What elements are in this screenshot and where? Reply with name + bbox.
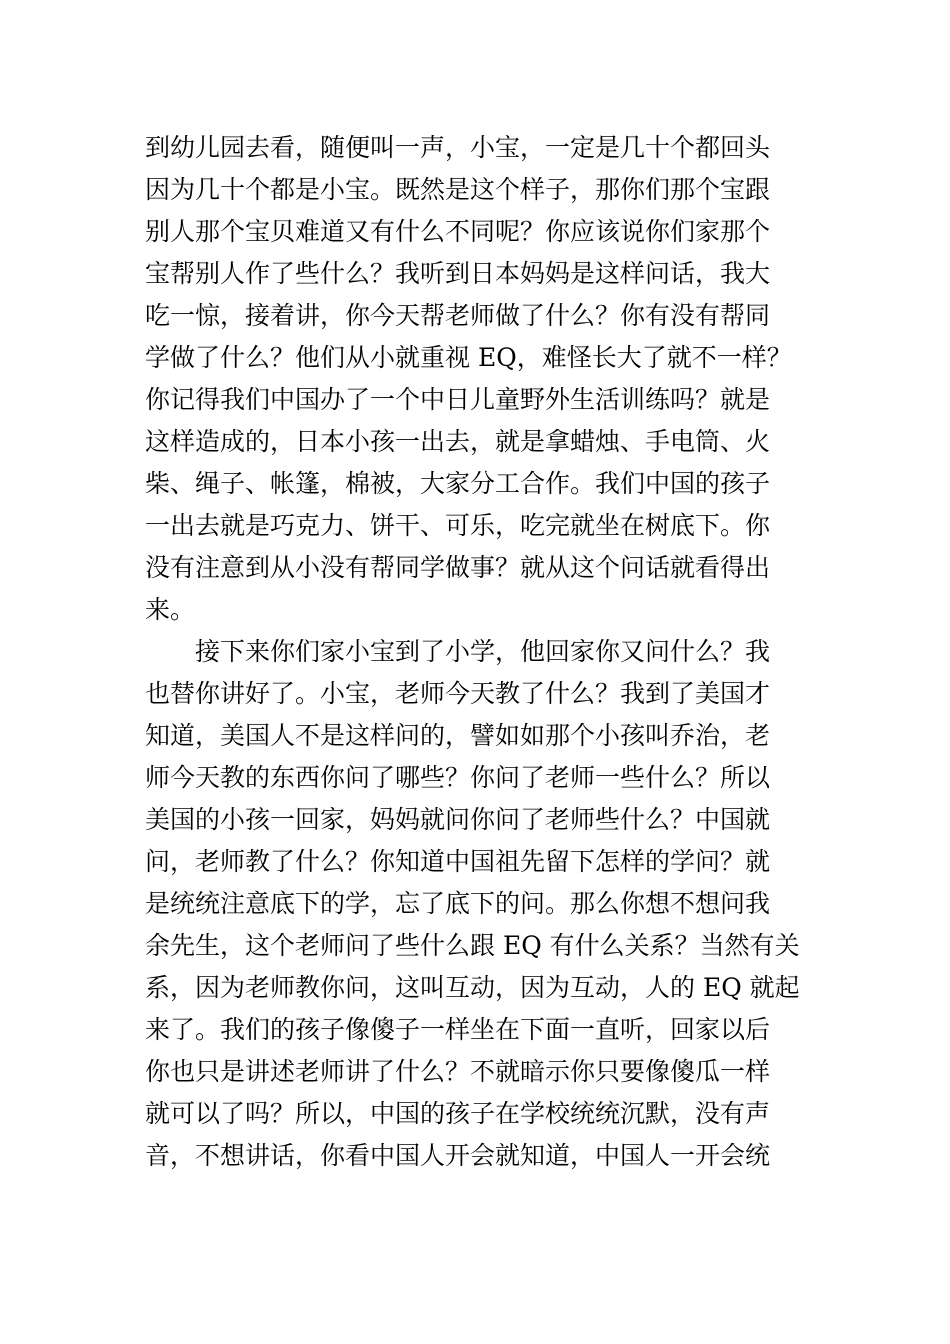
body-text [145,127,810,1177]
text-line: 是统统注意底下的学，忘了底下的问。那么你想不想问我 [145,889,771,918]
text-line: 就可以了吗？所以，中国的孩子在学校统统沉默，没有声 [145,1099,771,1128]
text-line: 因为几十个都是小宝。既然是这个样子，那你们那个宝跟 [145,175,771,204]
text-line: 美国的小孩一回家，妈妈就问你问了老师些什么？中国就 [145,805,771,834]
text-line: 来了。我们的孩子像傻子一样坐在下面一直听，回家以后 [145,1015,771,1044]
text-line: 宝帮别人作了些什么？我听到日本妈妈是这样问话，我大 [145,259,771,288]
text-line: 你记得我们中国办了一个中日儿童野外生活训练吗？就是 [145,385,771,414]
text-line: 来。 [145,595,196,624]
text-line: 知道，美国人不是这样问的，譬如如那个小孩叫乔治，老 [145,721,771,750]
text-line: 余先生，这个老师问了些什么跟 EQ 有什么关系？当然有关 [145,931,800,960]
text-line: 吃一惊，接着讲，你今天帮老师做了什么？你有没有帮同 [145,301,771,330]
text-line: 也替你讲好了。小宝，老师今天教了什么？我到了美国才 [145,679,771,708]
text-line: 音，不想讲话，你看中国人开会就知道，中国人一开会统 [145,1141,771,1170]
text-line: 一出去就是巧克力、饼干、可乐，吃完就坐在树底下。你 [145,511,771,540]
text-line: 没有注意到从小没有帮同学做事？就从这个问话就看得出 [145,553,771,582]
text-line: 你也只是讲述老师讲了什么？不就暗示你只要像傻瓜一样 [145,1057,771,1086]
paragraph-first-line: 接下来你们家小宝到了小学，他回家你又问什么？我 [195,637,771,666]
text-line: 到幼儿园去看，随便叫一声，小宝，一定是几十个都回头 [145,133,771,162]
text-line: 问，老师教了什么？你知道中国祖先留下怎样的学问？就 [145,847,771,876]
text-line: 柴、绳子、帐篷，棉被，大家分工合作。我们中国的孩子 [145,469,771,498]
text-line: 系，因为老师教你问，这叫互动，因为互动，人的 EQ 就起 [145,973,800,1002]
text-line: 学做了什么？他们从小就重视 EQ，难怪长大了就不一样？ [145,343,792,372]
text-line: 别人那个宝贝难道又有什么不同呢？你应该说你们家那个 [145,217,771,246]
text-line: 这样造成的，日本小孩一出去，就是拿蜡烛、手电筒、火 [145,427,771,456]
text-line: 师今天教的东西你问了哪些？你问了老师一些什么？所以 [145,763,771,792]
